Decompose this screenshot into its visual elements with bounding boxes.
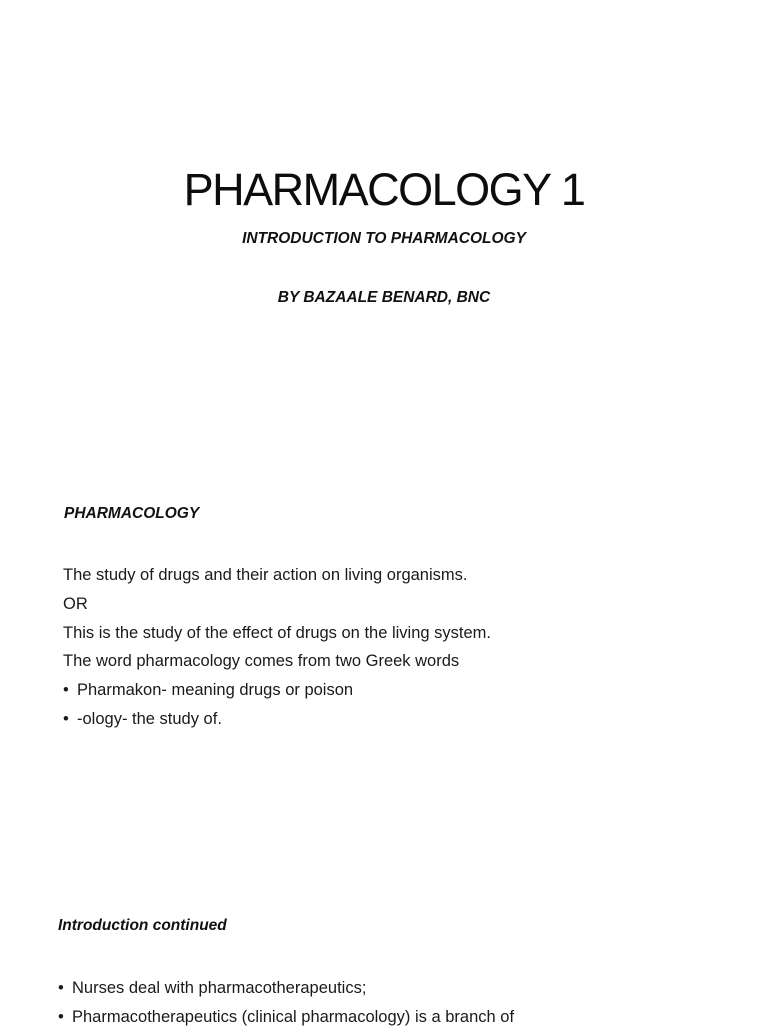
body-line: This is the study of the effect of drugs on the living system. <box>63 623 491 642</box>
bullet-icon: • <box>58 979 64 997</box>
bullet-text: Pharmakon- meaning drugs or poison <box>77 681 354 700</box>
bullet-item <box>58 1003 514 1032</box>
bullet-item <box>63 676 491 705</box>
bullet-icon: • <box>58 1007 64 1026</box>
bullet-icon: • <box>63 681 69 700</box>
bullet-text: -ology- the study of. <box>77 709 222 728</box>
slide-body <box>58 974 514 1032</box>
bullet-text: Nurses deal with pharmacotherapeutics; <box>72 979 367 997</box>
body-line: OR <box>63 594 88 613</box>
presentation-subtitle: INTRODUCTION TO PHARMACOLOGY <box>242 230 526 247</box>
definition-slide <box>0 410 768 830</box>
body-line: The word pharmacology comes from two Greek words <box>63 652 460 671</box>
bullet-item <box>58 974 514 1003</box>
title-slide <box>0 0 768 410</box>
bullet-item <box>63 705 491 734</box>
bullet-text: Pharmacotherapeutics (clinical pharmacology) is a branch of <box>72 1007 515 1026</box>
body-line: The study of drugs and their action on living organisms. <box>63 566 468 584</box>
continuation-slide <box>0 830 768 1024</box>
presentation-title: PHARMACOLOGY 1 <box>183 164 585 215</box>
bullet-icon: • <box>63 709 69 728</box>
slide-heading: PHARMACOLOGY <box>64 505 200 522</box>
slide-heading: Introduction continued <box>58 917 227 934</box>
presentation-author: BY BAZAALE BENARD, BNC <box>277 289 491 306</box>
slide-body <box>63 561 491 734</box>
